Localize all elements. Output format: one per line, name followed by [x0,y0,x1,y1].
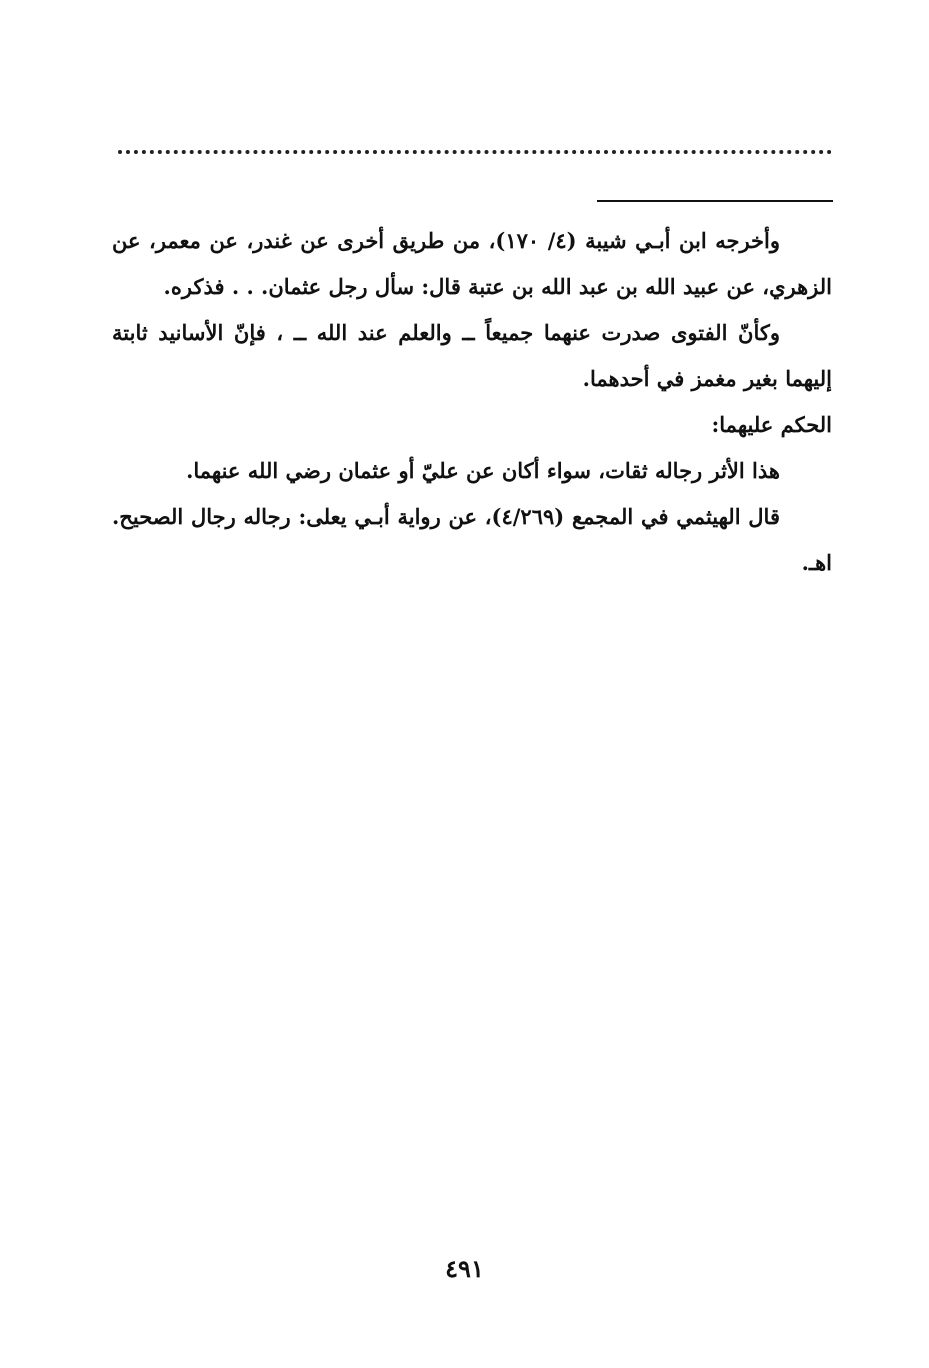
ruling-heading: الحكم عليهما: [711,412,832,437]
body-text [112,218,832,586]
ruling-paragraph-1: هذا الأثر رجاله ثقات، سواء أكان عن عليّ أو عثمان رضي الله عنهما. [186,458,780,483]
dotted-separator [118,150,832,154]
footnote-separator [597,200,833,202]
page-number: ٤٩١ [445,1254,484,1283]
footnote-paragraph-1: وأخرجه ابن أبـي شيبة (٤/ ١٧٠)، من طريق أخرى عن غندر، عن معمر، عن الزهري، عن عبيد الله بن عبد الله بن عتبة قال: سأل رجل عثمان. . . فذكره. [112,228,832,299]
footnote-paragraph-2: وكأنّ الفتوى صدرت عنهما جميعاً ــ والعلم عند الله ــ ، فإنّ الأسانيد ثابتة إليهما بغير مغمز في أحدهما. [112,320,832,391]
ruling-paragraph-2: قال الهيثمي في المجمع (٤/٢٦٩)، عن رواية أبـي يعلى: رجاله رجال الصحيح. اهـ. [112,504,832,575]
